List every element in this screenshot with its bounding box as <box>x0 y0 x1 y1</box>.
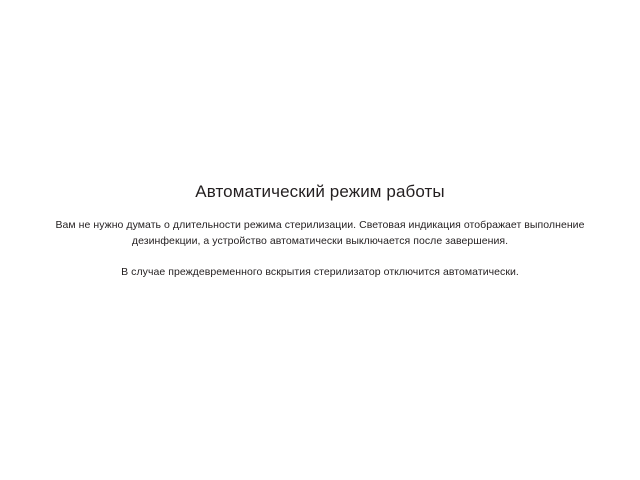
slide-content <box>0 180 640 281</box>
body-paragraph-1: Вам не нужно думать о длительности режима стерилизации. Световая индикация отображает выполнение дезинфекции, а устройство автоматически выключается после завершения. <box>55 219 585 247</box>
paragraph-spacer <box>0 249 640 265</box>
body-paragraph-2: В случае преждевременного вскрытия стерилизатор отключится автоматически. <box>121 266 519 278</box>
page-title: Автоматический режим работы <box>195 182 445 201</box>
